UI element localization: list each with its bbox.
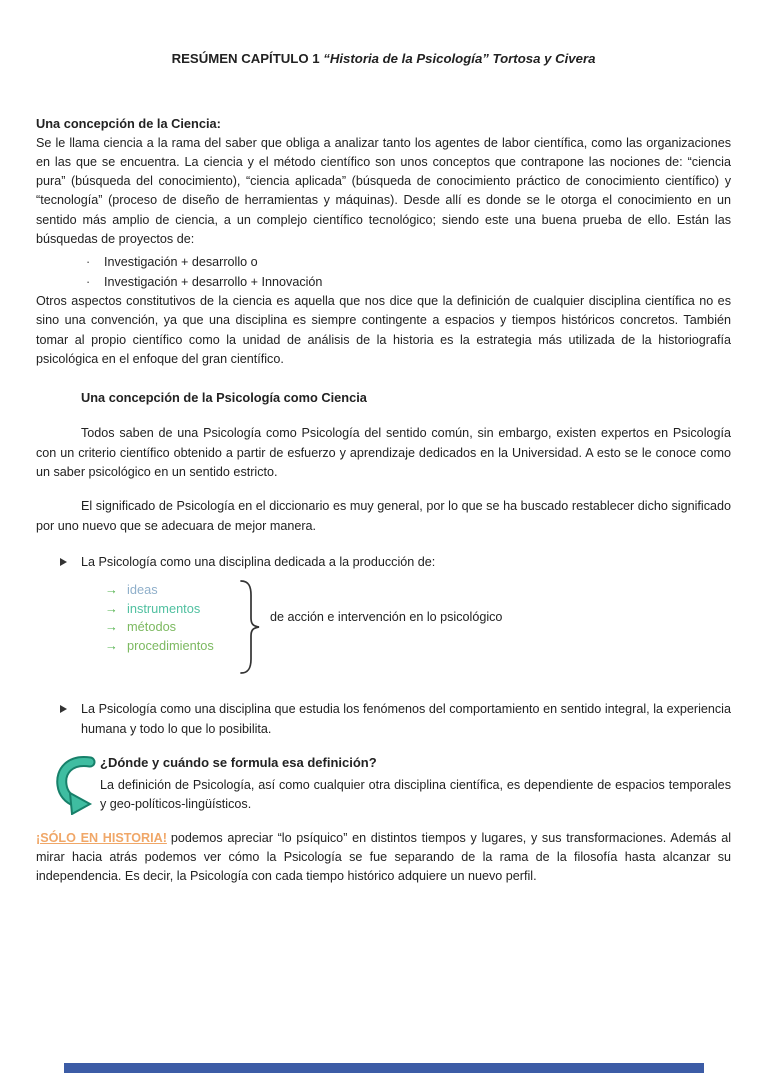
green-arrow-icon: → <box>105 582 118 598</box>
final-text: podemos apreciar “lo psíquico” en distintos tiempos y lugares, y sus transformaciones. Además al mirar hacia atrás podemos ver cómo la Psicología se fue separando de la rama de la filosofía hasta alcanzar su independencia. Es decir, la Psicología con cada tiempo histórico adquiere un nuevo perfil. <box>36 830 731 884</box>
production-figure <box>36 581 731 693</box>
question-paragraph: La definición de Psicología, así como cualquier otra disciplina científica, es dependiente de espacios temporales y geo-políticos-lingüísticos. <box>100 778 731 812</box>
dot-bullet-icon: · <box>86 255 91 270</box>
title-text: RESÚMEN CAPÍTULO 1 <box>171 51 324 66</box>
brace-note-text: de acción e intervención en lo psicológico <box>270 610 503 625</box>
paragraph-todos-saben: Todos saben de una Psicología como Psicología del sentido común, sin embargo, existen expertos en Psicología con un criterio científico obtenido a partir de esfuerzo y aprendizaje dedicados en la Universidad. A esto se le conoce como un saber psicológico en un sentido estricto. <box>36 426 731 480</box>
paragraph-otros-aspectos: Otros aspectos constitutivos de la ciencia es aquella que nos dice que la definición de cualquier disciplina científica no es sino una convención, ya que una disciplina es siempre contingente a espacios y tiempos históricos concretos. También tomar al propio científico como la unidad de análisis de la historia es la estrategia más utilizada de la historiografía psicológica en el enfoque del gran científico. <box>36 293 731 366</box>
bottom-blue-bar <box>64 1063 704 1073</box>
document-title <box>36 49 731 68</box>
arrow-list-item-produccion <box>36 553 731 572</box>
projects-bullet-list <box>36 253 731 292</box>
arrow-list-item-fenomenos <box>36 700 731 739</box>
paragraph-solo-en-historia <box>36 829 731 887</box>
production-item-label: procedimientos <box>127 638 214 654</box>
section-heading-ciencia: Una concepción de la Ciencia: <box>36 116 221 132</box>
curly-brace-icon <box>236 578 266 676</box>
production-item <box>36 637 731 656</box>
title-italic-text: “Historia de la Psicología” Tortosa y Civera <box>323 51 596 66</box>
production-item-label: instrumentos <box>127 600 201 616</box>
list-item <box>36 273 731 292</box>
list-item-label: Investigación + desarrollo o <box>104 255 258 270</box>
production-item-label: métodos <box>127 619 177 635</box>
production-item-label: ideas <box>127 582 158 598</box>
definition-question-block <box>36 753 731 815</box>
arrow-item-label: La Psicología como una disciplina que estudia los fenómenos del comportamiento en sentido integral, la experiencia humana y todo lo que lo posibilita. <box>81 702 731 736</box>
arrow-bullet-icon <box>60 705 67 713</box>
production-item <box>36 581 731 600</box>
section-heading-psicologia-ciencia: Una concepción de la Psicología como Ciencia <box>81 390 367 406</box>
question-heading: ¿Dónde y cuándo se formula esa definición? <box>100 754 377 770</box>
curved-arrow-icon <box>56 755 98 815</box>
list-item-label: Investigación + desarrollo + Innovación <box>104 274 323 289</box>
document-page <box>0 49 768 1073</box>
list-item <box>36 253 731 272</box>
highlighted-phrase: ¡SÓLO EN HISTORIA! <box>36 830 167 845</box>
arrow-item-label: La Psicología como una disciplina dedicada a la producción de: <box>81 554 436 569</box>
dot-bullet-icon: · <box>86 274 91 289</box>
paragraph-ciencia: Se le llama ciencia a la rama del saber que obliga a analizar tanto los agentes de labor científica, como las organizaciones en las que se encuentra. La ciencia y el método científico son unos conceptos que contrapone las nociones de: “ciencia pura” (búsqueda del conocimiento), “ciencia aplicada” (búsqueda de conocimiento práctico de conocimiento científico) y “tecnología” (proceso de diseño de herramientas y máquinas). Desde allí es donde se le otorga el conocimiento en un sentido más amplio de ciencia, a un complejo científico tecnológico; siendo este una buena prueba de ello. Están las búsquedas de proyectos de: <box>36 135 731 247</box>
arrow-bullet-icon <box>60 558 67 566</box>
paragraph-significado: El significado de Psicología en el diccionario es muy general, por lo que se ha buscado restablecer dicho significado por uno nuevo que se adecuara de mejor manera. <box>36 499 731 533</box>
green-arrow-icon: → <box>105 600 118 616</box>
green-arrow-icon: → <box>105 638 118 654</box>
green-arrow-icon: → <box>105 619 118 635</box>
